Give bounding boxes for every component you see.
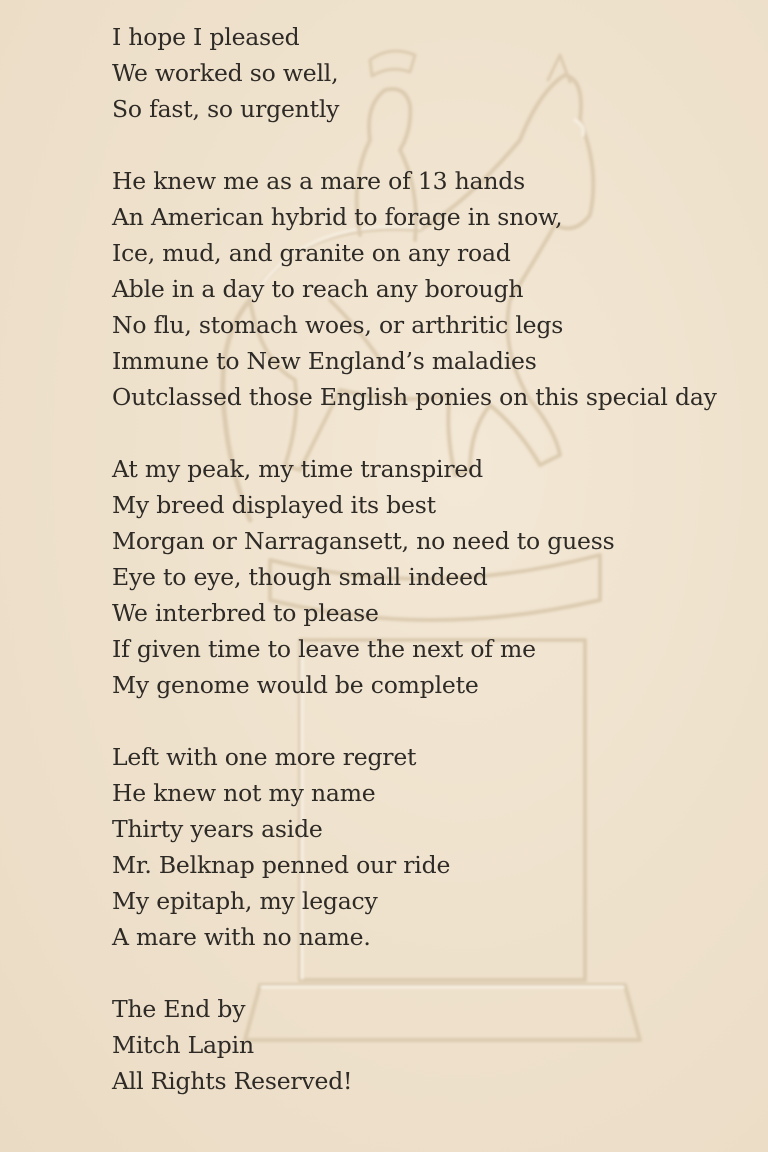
poem-line: Mr. Belknap penned our ride <box>112 851 451 879</box>
copyright-notice: All Rights Reserved! <box>112 1067 353 1095</box>
poem-line: Left with one more regret <box>112 743 417 771</box>
poem-line: I hope I pleased <box>112 23 300 51</box>
stanza <box>112 163 732 415</box>
poem-line: A mare with no name. <box>112 923 371 951</box>
poem-line: If given time to leave the next of me <box>112 635 536 663</box>
poem-line: My epitaph, my legacy <box>112 887 378 915</box>
poem-line: At my peak, my time transpired <box>112 455 483 483</box>
poem-line: An American hybrid to forage in snow, <box>112 203 563 231</box>
poem-line: No flu, stomach woes, or arthritic legs <box>112 311 564 339</box>
poem-line: Eye to eye, though small indeed <box>112 563 488 591</box>
poem-line: Morgan or Narragansett, no need to guess <box>112 527 615 555</box>
end-credit: The End by <box>112 995 246 1023</box>
stanza <box>112 739 732 955</box>
stanza <box>112 451 732 703</box>
poem-line: So fast, so urgently <box>112 95 340 123</box>
poem-line: Thirty years aside <box>112 815 323 843</box>
poem-line: Outclassed those English ponies on this special day <box>112 383 717 411</box>
author-name: Mitch Lapin <box>112 1031 254 1059</box>
poem-line: Immune to New England’s maladies <box>112 347 537 375</box>
stanza-break <box>112 415 732 451</box>
poem-line: Able in a day to reach any borough <box>112 275 524 303</box>
poem-line: Ice, mud, and granite on any road <box>112 239 511 267</box>
poem-line: My breed displayed its best <box>112 491 436 519</box>
signature-block <box>112 991 732 1099</box>
stanza-break <box>112 955 732 991</box>
poem-line: He knew me as a mare of 13 hands <box>112 167 525 195</box>
poem-line: We worked so well, <box>112 59 339 87</box>
poem-line: My genome would be complete <box>112 671 479 699</box>
stanza <box>112 19 732 127</box>
stanza-break <box>112 127 732 163</box>
stanza-break <box>112 703 732 739</box>
poem-line: We interbred to please <box>112 599 379 627</box>
poem-line: He knew not my name <box>112 779 376 807</box>
poem-body <box>112 19 732 1099</box>
